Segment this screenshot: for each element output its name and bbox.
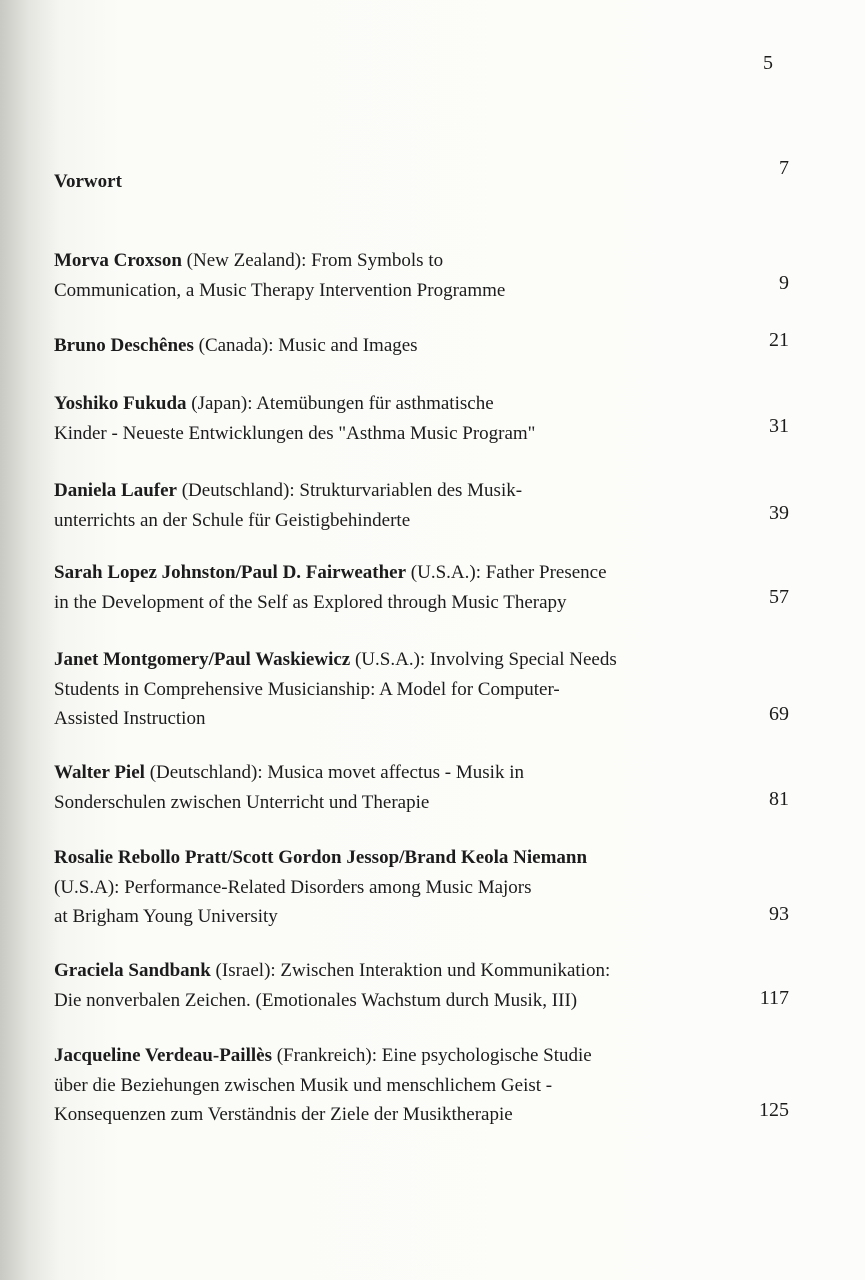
toc-author: Sarah Lopez Johnston/Paul D. Fairweather <box>54 562 407 583</box>
toc-page-number: 117 <box>759 987 789 1009</box>
toc-title-line: (New Zealand): From Symbols to <box>181 250 444 271</box>
toc-page-number: 81 <box>769 788 789 810</box>
toc-entry <box>54 389 789 448</box>
toc-entry <box>54 843 789 932</box>
toc-title-line: (Deutschland): Strukturvariablen des Musik- <box>176 480 523 501</box>
toc-title-line: über die Beziehungen zwischen Musik und menschlichem Geist - <box>54 1074 553 1096</box>
toc-author: Walter Piel <box>54 762 145 783</box>
toc-page-number: 31 <box>769 415 789 437</box>
toc-page-number: 125 <box>759 1099 789 1121</box>
toc-title-line: (U.S.A): Performance-Related Disorders among Music Majors <box>54 876 532 898</box>
toc-entry <box>54 645 789 734</box>
toc-title-line: (Canada): Music and Images <box>193 335 418 356</box>
toc-page-number: 93 <box>769 903 789 925</box>
toc-entry <box>54 331 789 361</box>
toc-title-line: Communication, a Music Therapy Intervention Programme <box>54 279 506 301</box>
toc-author: Janet Montgomery/Paul Waskiewicz <box>54 649 351 670</box>
toc-entry <box>54 1041 789 1130</box>
toc-title-line: (Japan): Atemübungen für asthmatische <box>186 393 494 414</box>
toc-title-line: Konsequenzen zum Verständnis der Ziele der Musiktherapie <box>54 1104 513 1125</box>
toc-title-line: (U.S.A.): Father Presence <box>406 562 607 583</box>
toc-author: Yoshiko Fukuda <box>54 393 187 414</box>
toc-entry <box>54 246 789 305</box>
toc-page-number: 7 <box>779 157 789 179</box>
toc-title-line: Assisted Instruction <box>54 708 206 729</box>
toc-title-line: Die nonverbalen Zeichen. (Emotionales Wachstum durch Musik, III) <box>54 989 578 1011</box>
toc-title-line: (U.S.A.): Involving Special Needs <box>350 649 617 670</box>
toc-title-line: Kinder - Neueste Entwicklungen des "Asthma Music Program" <box>54 422 536 444</box>
toc-author: Morva Croxson <box>54 250 182 271</box>
toc-title-line: in the Development of the Self as Explored through Music Therapy <box>54 591 567 613</box>
toc-author: Graciela Sandbank <box>54 960 211 981</box>
toc-entry <box>54 558 789 617</box>
toc-title-line: (Frankreich): Eine psychologische Studie <box>271 1045 592 1066</box>
toc-entry <box>54 956 789 1015</box>
toc-page-number: 69 <box>769 703 789 725</box>
toc-title-line: unterrichts an der Schule für Geistigbehinderte <box>54 509 411 531</box>
toc-author: Daniela Laufer <box>54 480 177 501</box>
toc-author: Jacqueline Verdeau-Paillès <box>54 1045 272 1066</box>
page-number: 5 <box>763 52 773 74</box>
toc-page-number: 39 <box>769 502 789 524</box>
toc-author: Rosalie Rebollo Pratt/Scott Gordon Jessop/Brand Keola Niemann <box>54 847 588 868</box>
toc-entry-vorwort <box>54 157 789 197</box>
toc-page-number: 9 <box>779 272 789 294</box>
toc-title-line: (Israel): Zwischen Interaktion und Kommunikation: <box>210 960 611 981</box>
toc-heading: Vorwort <box>54 171 122 192</box>
toc-page-number: 57 <box>769 586 789 608</box>
toc-title-line: (Deutschland): Musica movet affectus - Musik in <box>144 762 524 783</box>
toc-entry <box>54 476 789 535</box>
toc-title-line: at Brigham Young University <box>54 906 278 927</box>
toc-title-line: Sonderschulen zwischen Unterricht und Therapie <box>54 791 430 813</box>
toc-entry <box>54 758 789 817</box>
toc-author: Bruno Deschênes <box>54 335 194 356</box>
toc-page-number: 21 <box>769 329 789 351</box>
toc-title-line: Students in Comprehensive Musicianship: A Model for Computer- <box>54 678 560 700</box>
